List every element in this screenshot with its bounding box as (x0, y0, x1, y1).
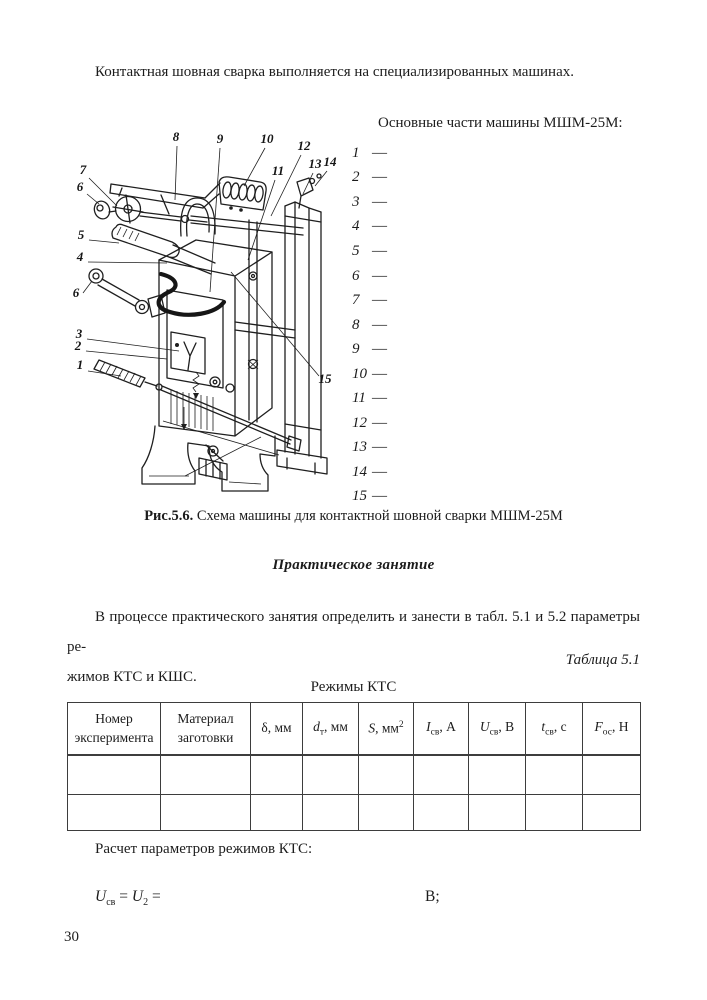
parts-list-item-number: 13 (352, 439, 367, 456)
table-title: Режимы КТС (310, 679, 397, 695)
table-cell (161, 755, 251, 795)
table-cell (583, 755, 641, 795)
parts-list-item (352, 460, 387, 485)
formula-unit: В; (425, 888, 440, 905)
page-number: 30 (64, 929, 79, 945)
callout-leader-line (87, 194, 99, 204)
callout-number: 2 (74, 338, 82, 353)
table-cell (583, 795, 641, 831)
callout-number: 6 (76, 179, 84, 194)
table-cell (359, 795, 414, 831)
table-cell (526, 755, 583, 795)
parts-list-item-number: 9 (352, 341, 360, 358)
callout-leader-line (88, 371, 121, 376)
callout-leader-line (175, 146, 177, 200)
parts-list-item-dash: — (372, 365, 387, 382)
parts-list-item-number: 12 (352, 414, 367, 431)
callout-leader-line (315, 171, 327, 186)
table-cell (469, 755, 526, 795)
parts-list-item-dash: — (372, 390, 387, 407)
parts-list-item-number: 4 (352, 218, 360, 235)
callout-number: 6 (72, 285, 80, 300)
table-cell (359, 755, 414, 795)
callout-leader-line (83, 281, 92, 293)
parts-list-item (352, 239, 387, 264)
parts-list-item-dash: — (372, 488, 387, 505)
callout-leader-line (210, 148, 220, 292)
parts-list-item-dash: — (372, 267, 387, 284)
parts-list-item (352, 362, 387, 387)
table-header-cell: δ, мм (251, 703, 303, 756)
table-header-cell: $t_{св}$, с (526, 703, 583, 756)
parts-list-item-number: 10 (352, 365, 367, 382)
figure-caption-text: Схема машины для контактной шовной сварки МШМ-25М (193, 508, 563, 524)
parts-list-item (352, 485, 387, 510)
parts-list-item (352, 215, 387, 240)
parts-list-item-dash: — (372, 169, 387, 186)
parts-list-item-number: 11 (352, 390, 366, 407)
table-cell (469, 795, 526, 831)
callout-number: 8 (172, 129, 180, 144)
table-row (68, 795, 641, 831)
parts-list-item-number: 5 (352, 242, 360, 259)
parts-list-item-dash: — (372, 439, 387, 456)
parts-list-item (352, 190, 387, 215)
parts-list-item (352, 166, 387, 191)
parts-list-item (352, 337, 387, 362)
table-cell (161, 795, 251, 831)
parts-list-item (352, 386, 387, 411)
formula-usv: $U_{св} = U_2$ = (95, 888, 161, 909)
table-cell (251, 795, 303, 831)
table-header-cell: $d_т$, мм (303, 703, 359, 756)
parts-list-item-number: 8 (352, 316, 360, 333)
callout-leader-line (89, 240, 119, 243)
body-paragraph-line2: жимов КТС и КШС. (67, 669, 197, 685)
parts-list-item-number: 7 (352, 292, 360, 309)
table-cell (68, 755, 161, 795)
callout-number: 13 (308, 156, 322, 171)
parts-list-item-dash: — (372, 242, 387, 259)
parts-list-item-number: 6 (352, 267, 360, 284)
machine-figure (63, 124, 345, 504)
callout-number: 7 (79, 162, 87, 177)
table-header-cell: S, $мм^2$ (359, 703, 414, 756)
table-header-cell: $U_{св}$, В (469, 703, 526, 756)
table-header-cell: $F_{ос}$, Н (583, 703, 641, 756)
callout-number: 9 (216, 131, 224, 146)
callout-leader-line (86, 351, 167, 359)
parts-list-item-dash: — (372, 341, 387, 358)
parts-list-item-dash: — (372, 414, 387, 431)
table-cell (526, 795, 583, 831)
parts-list-item-dash: — (372, 218, 387, 235)
table-cell (414, 795, 469, 831)
figure-caption-label: Рис.5.6. (144, 508, 194, 524)
callout-number: 11 (271, 163, 285, 178)
intro-paragraph: Контактная шовная сварка выполняется на специализированных машинах. (95, 64, 574, 80)
callout-number: 12 (297, 138, 311, 153)
parts-list-heading: Основные части машины МШМ-25М: (378, 115, 623, 131)
callout-number: 3 (75, 326, 83, 341)
parts-list-item-dash: — (372, 292, 387, 309)
table-label: Таблица 5.1 (565, 652, 640, 668)
parts-list-item-number: 1 (352, 144, 360, 161)
table-cell (68, 795, 161, 831)
table-header-cell: $I_{св}$, А (414, 703, 469, 756)
callout-number: 5 (77, 227, 85, 242)
parts-list-item (352, 313, 387, 338)
table-row (68, 755, 641, 795)
parts-list (352, 141, 387, 509)
body-paragraph-line1: В процессе практического занятия определить и занести в табл. 5.1 и 5.2 параметры ре- (67, 609, 640, 655)
table-cell (303, 795, 359, 831)
callout-leader-line (244, 148, 265, 186)
callout-number: 10 (260, 131, 274, 146)
ktc-parameters-table (67, 702, 641, 831)
parts-list-item (352, 411, 387, 436)
seam-welding-machine-drawing (63, 124, 345, 504)
callout-leader-line (248, 180, 275, 260)
table-header-cell: Материал заготовки (161, 703, 251, 756)
table-header-cell: Номер эксперимента (68, 703, 161, 756)
parts-list-item (352, 288, 387, 313)
parts-list-item-number: 14 (352, 463, 367, 480)
callout-number: 15 (318, 371, 332, 386)
table-cell (414, 755, 469, 795)
parts-list-item-number: 2 (352, 169, 360, 186)
table-header-row (68, 703, 641, 756)
parts-list-item (352, 141, 387, 166)
table-cell (303, 755, 359, 795)
parts-list-item-dash: — (372, 193, 387, 210)
parts-list-item (352, 436, 387, 461)
callout-leader-line (87, 339, 179, 351)
callout-leader-line (231, 272, 319, 376)
parts-list-item-number: 15 (352, 488, 367, 505)
parts-list-item-dash: — (372, 316, 387, 333)
parts-list-item-number: 3 (352, 193, 360, 210)
callout-number: 14 (323, 154, 337, 169)
parts-list-item-dash: — (372, 463, 387, 480)
callout-leader-line (88, 262, 167, 263)
parts-list-item (352, 264, 387, 289)
table-cell (251, 755, 303, 795)
calc-heading: Расчет параметров режимов КТС: (95, 841, 313, 857)
callout-number: 4 (76, 249, 84, 264)
figure-caption (67, 508, 640, 525)
section-heading: Практическое занятие (272, 557, 435, 573)
parts-list-item-dash: — (372, 144, 387, 161)
callout-number: 1 (76, 357, 84, 372)
